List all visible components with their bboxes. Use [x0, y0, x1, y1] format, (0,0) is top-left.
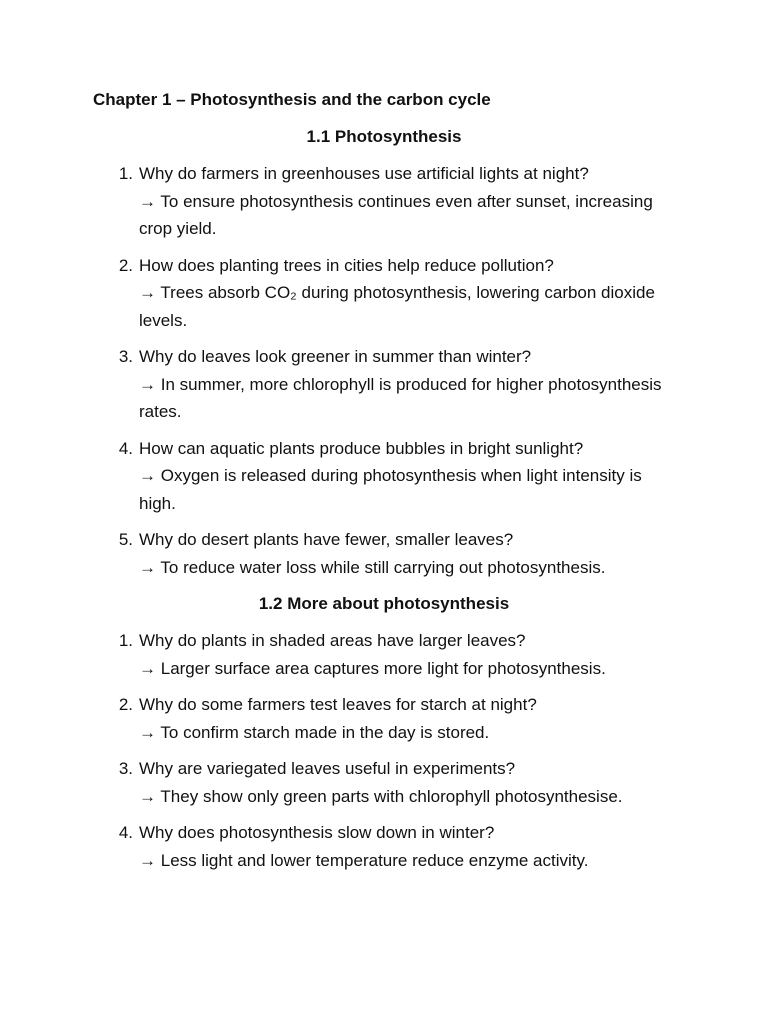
question-text: How does planting trees in cities help reduce pollution? [139, 255, 554, 275]
answer-text [139, 279, 668, 334]
answer-text [139, 719, 668, 747]
list-item [93, 252, 668, 335]
answer-content: To ensure photosynthesis continues even after sunset, increasing crop yield. [139, 191, 653, 238]
answer-text [139, 655, 668, 683]
item-body [139, 691, 668, 746]
item-body [139, 160, 668, 243]
item-body [139, 755, 668, 810]
answer-text [139, 783, 668, 811]
arrow-icon: → [139, 466, 156, 485]
answer-text [139, 188, 668, 243]
question-text: Why are variegated leaves useful in experiments? [139, 759, 516, 778]
item-body [139, 435, 668, 518]
answer-content: To confirm starch made in the day is stored. [160, 722, 490, 742]
answer-text [139, 462, 668, 517]
question-text: Why do leaves look greener in summer than winter? [139, 347, 532, 366]
answer-content: To reduce water loss while still carrying out photosynthesis. [160, 557, 606, 577]
arrow-icon: → [139, 283, 156, 302]
item-body [139, 252, 668, 335]
question-text: Why do some farmers test leaves for starch at night? [139, 695, 537, 714]
item-body [139, 526, 668, 581]
arrow-icon: → [139, 557, 156, 577]
question-text: Why do plants in shaded areas have larger leaves? [139, 631, 526, 650]
question-text: Why does photosynthesis slow down in winter? [139, 823, 495, 842]
list-item [93, 627, 668, 682]
list-item [93, 160, 668, 243]
list-item [93, 435, 668, 518]
answer-content: Larger surface area captures more light for photosynthesis. [160, 658, 606, 678]
item-number: 3. [118, 759, 133, 778]
arrow-icon: → [139, 658, 156, 678]
item-number: 5. [118, 530, 133, 549]
answer-text [139, 371, 668, 426]
item-number: 4. [118, 438, 133, 458]
qa-list-1-1 [93, 160, 668, 581]
item-number: 1. [118, 164, 133, 183]
arrow-icon: → [139, 722, 156, 742]
list-item [93, 343, 668, 426]
question-text: Why do farmers in greenhouses use artificial lights at night? [139, 164, 589, 183]
answer-content: They show only green parts with chlorophyll photosynthesise. [160, 786, 623, 806]
answer-text [139, 847, 668, 875]
item-number: 2. [118, 695, 133, 714]
list-item [93, 691, 668, 746]
item-number: 3. [118, 347, 133, 366]
answer-content: Oxygen is released during photosynthesis when light intensity is high. [139, 466, 642, 513]
chapter-title: Chapter 1 – Photosynthesis and the carbon cycle [93, 90, 491, 109]
item-body [139, 627, 668, 682]
section-title-1-1: 1.1 Photosynthesis [306, 127, 462, 146]
answer-text [139, 554, 668, 582]
answer-content: In summer, more chlorophyll is produced for higher photosynthesis rates. [139, 374, 662, 421]
item-number: 2. [118, 255, 133, 275]
arrow-icon: → [139, 374, 156, 394]
item-body [139, 343, 668, 426]
item-number: 1. [118, 631, 133, 650]
list-item [93, 755, 668, 810]
section-title-1-2: 1.2 More about photosynthesis [258, 594, 510, 613]
arrow-icon: → [139, 786, 156, 806]
answer-content: Trees absorb CO₂ during photosynthesis, lowering carbon dioxide levels. [139, 283, 655, 330]
arrow-icon: → [139, 191, 156, 211]
answer-content: Less light and lower temperature reduce enzyme activity. [160, 850, 589, 870]
list-item [93, 819, 668, 874]
list-item [93, 526, 668, 581]
item-body [139, 819, 668, 874]
question-text: Why do desert plants have fewer, smaller leaves? [139, 530, 514, 549]
qa-list-1-2 [93, 627, 668, 874]
question-text: How can aquatic plants produce bubbles in bright sunlight? [139, 438, 584, 458]
item-number: 4. [118, 823, 133, 842]
arrow-icon: → [139, 850, 156, 870]
